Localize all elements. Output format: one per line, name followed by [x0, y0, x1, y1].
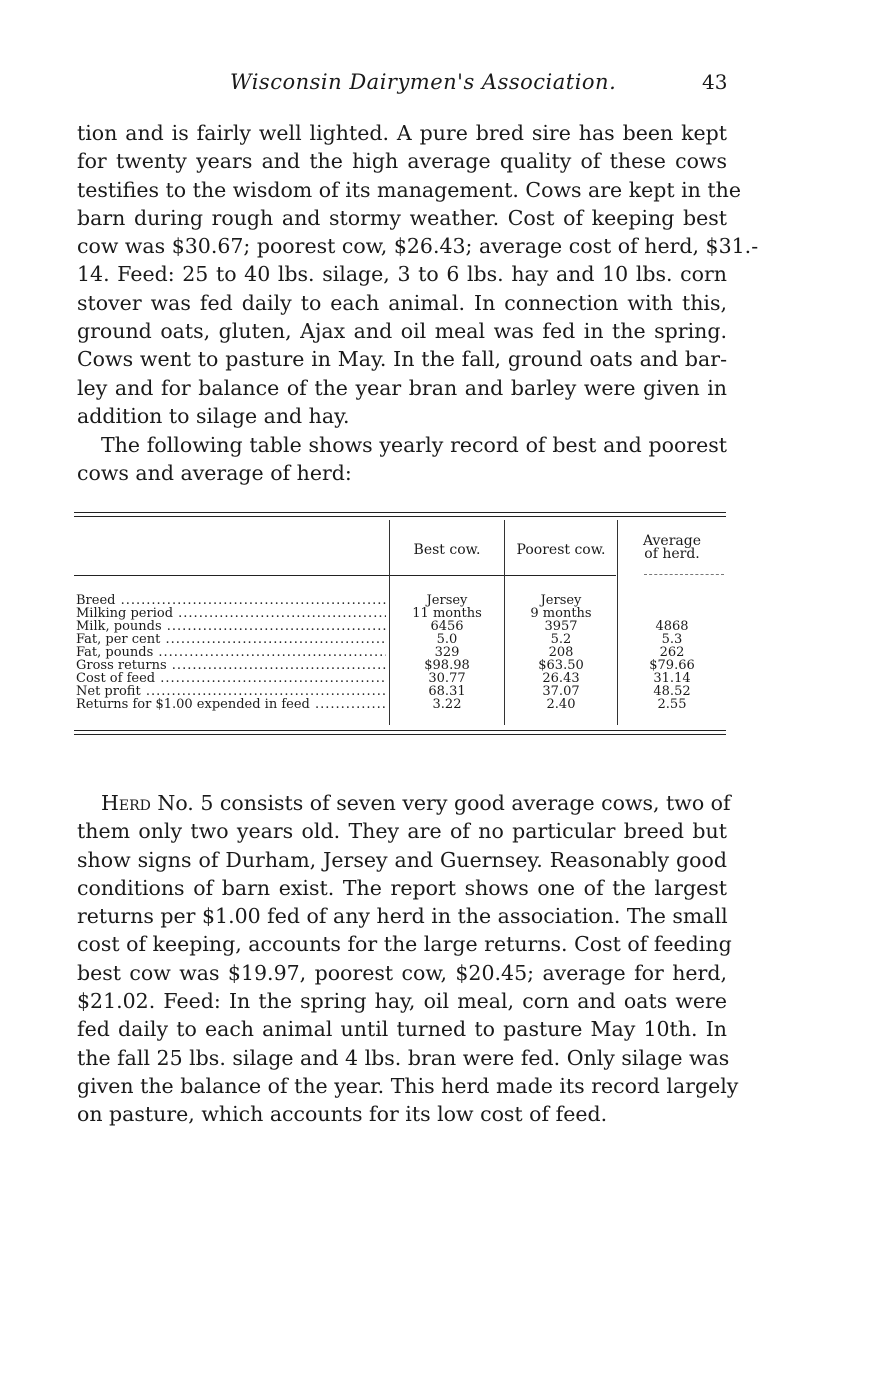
text-line: The following table shows yearly record of best and poorest [101, 433, 727, 457]
poorest-cow-value: 26.43 [542, 671, 580, 686]
table-row [74, 659, 726, 672]
text-line: on pasture, which accounts for its low cost of feed. [77, 1102, 608, 1127]
best-cow-value: 68.31 [428, 684, 466, 699]
text-line: cost of keeping, accounts for the large returns. Cost of feeding [77, 932, 732, 957]
paragraph-3 [77, 789, 739, 1129]
poorest-cow-value: 37.07 [542, 684, 580, 699]
text-line: them only two years old. They are of no particular breed but [77, 819, 727, 844]
average-value: 2.55 [657, 697, 687, 712]
row-label: Cost of feed ..... [76, 672, 386, 685]
poorest-cow-value: Jersey [540, 593, 582, 608]
row-label: Milking period ..... [76, 607, 386, 620]
best-cow-value: $98.98 [424, 658, 470, 673]
header-average: Average [642, 533, 702, 549]
average-value: 262 [659, 645, 685, 660]
text-line: barn during rough and stormy weather. Cost of keeping best [77, 205, 727, 230]
header-poorest-cow: Poorest cow. [516, 542, 606, 558]
text-line: conditions of barn exist. The report shows one of the largest [77, 875, 727, 900]
table-bottom-rule [74, 734, 726, 735]
average-value: 48.52 [653, 684, 691, 699]
best-cow-value: 30.77 [428, 671, 466, 686]
table-row [74, 685, 726, 698]
text-line: show signs of Durham, Jersey and Guernsey. Reasonably good [77, 847, 727, 872]
text-line: best cow was $19.97, poorest cow, $20.45; average for herd, [77, 960, 727, 985]
poorest-cow-value: 2.40 [546, 697, 576, 712]
text-line [77, 789, 731, 817]
average-value: $79.66 [649, 658, 695, 673]
header-best-cow: Best cow. [413, 542, 481, 558]
text-line: stover was fed daily to each animal. In connection with this, [77, 290, 727, 315]
text-line: the fall 25 lbs. silage and 4 lbs. bran were fed. Only silage was [77, 1045, 730, 1070]
running-head [0, 70, 896, 100]
paragraph-1 [77, 119, 759, 430]
text-line: ground oats, gluten, Ajax and oil meal was fed in the spring. [77, 319, 727, 344]
best-cow-value: 329 [434, 645, 460, 660]
row-label: Breed ..... [76, 594, 386, 607]
row-label: Fat, per cent ..... [76, 633, 386, 646]
average-value: 5.3 [661, 632, 683, 647]
row-label: Gross returns ..... [76, 659, 386, 672]
text-line: $21.02. Feed: In the spring hay, oil meal, corn and oats were [77, 989, 727, 1014]
header-bottom-dashes [644, 574, 724, 575]
table-row [74, 646, 726, 659]
best-cow-value: 11 months [412, 606, 482, 621]
header-of-herd: of herd. [644, 546, 700, 562]
text-line: fed daily to each animal until turned to pasture May 10th. In [77, 1017, 727, 1042]
best-cow-value: 6456 [430, 619, 464, 634]
row-label: Returns for $1.00 expended in feed ..... [76, 698, 386, 711]
table-row [74, 620, 726, 633]
table-top-rule [74, 516, 726, 517]
best-cow-value: 5.0 [436, 632, 458, 647]
text-line: ley and for balance of the year bran and barley were given in [77, 375, 727, 400]
table-row [74, 594, 726, 607]
running-title: Wisconsin Dairymen's Association. [230, 70, 617, 94]
text-line: testifies to the wisdom of its management. Cows are kept in the [77, 177, 741, 202]
poorest-cow-value: 5.2 [550, 632, 572, 647]
text-line: 14. Feed: 25 to 40 lbs. silage, 3 to 6 lbs. hay and 10 lbs. corn [77, 262, 727, 287]
poorest-cow-value: 9 months [530, 606, 592, 621]
page-number: 43 [702, 70, 728, 94]
table-bottom-rule [74, 730, 726, 731]
poorest-cow-value: 208 [548, 645, 574, 660]
text-line: for twenty years and the high average quality of these cows [77, 149, 727, 174]
poorest-cow-value: $63.50 [538, 658, 584, 673]
table-row [74, 607, 726, 620]
herd-word: Herd [101, 791, 151, 815]
average-value: 4868 [655, 619, 689, 634]
row-label: Fat, pounds ..... [76, 646, 386, 659]
text-fragment: No. 5 consists of seven very good average cows, two of [150, 791, 731, 815]
poorest-cow-value: 3957 [544, 619, 578, 634]
row-label: Milk, pounds ..... [76, 620, 386, 633]
text-line: cows and average of herd: [77, 461, 352, 486]
table-top-rule [74, 512, 726, 513]
average-value: 31.14 [653, 671, 691, 686]
text-line: Cows went to pasture in May. In the fall, ground oats and bar- [77, 347, 727, 372]
table-row [74, 698, 726, 711]
text-line: addition to silage and hay. [77, 403, 350, 428]
herd-record-table [74, 508, 726, 768]
paragraph-2 [77, 431, 727, 488]
text-line: given the balance of the year. This herd made its record largely [77, 1073, 739, 1098]
table-row [74, 672, 726, 685]
text-line: tion and is fairly well lighted. A pure bred sire has been kept [77, 121, 727, 145]
best-cow-value: Jersey [426, 593, 468, 608]
row-label: Net profit ..... [76, 685, 386, 698]
text-line: returns per $1.00 fed of any herd in the association. The small [77, 904, 728, 929]
text-line: cow was $30.67; poorest cow, $26.43; average cost of herd, $31.- [77, 234, 759, 259]
table-row [74, 633, 726, 646]
header-bottom-rule [74, 575, 616, 576]
best-cow-value: 3.22 [432, 697, 462, 712]
